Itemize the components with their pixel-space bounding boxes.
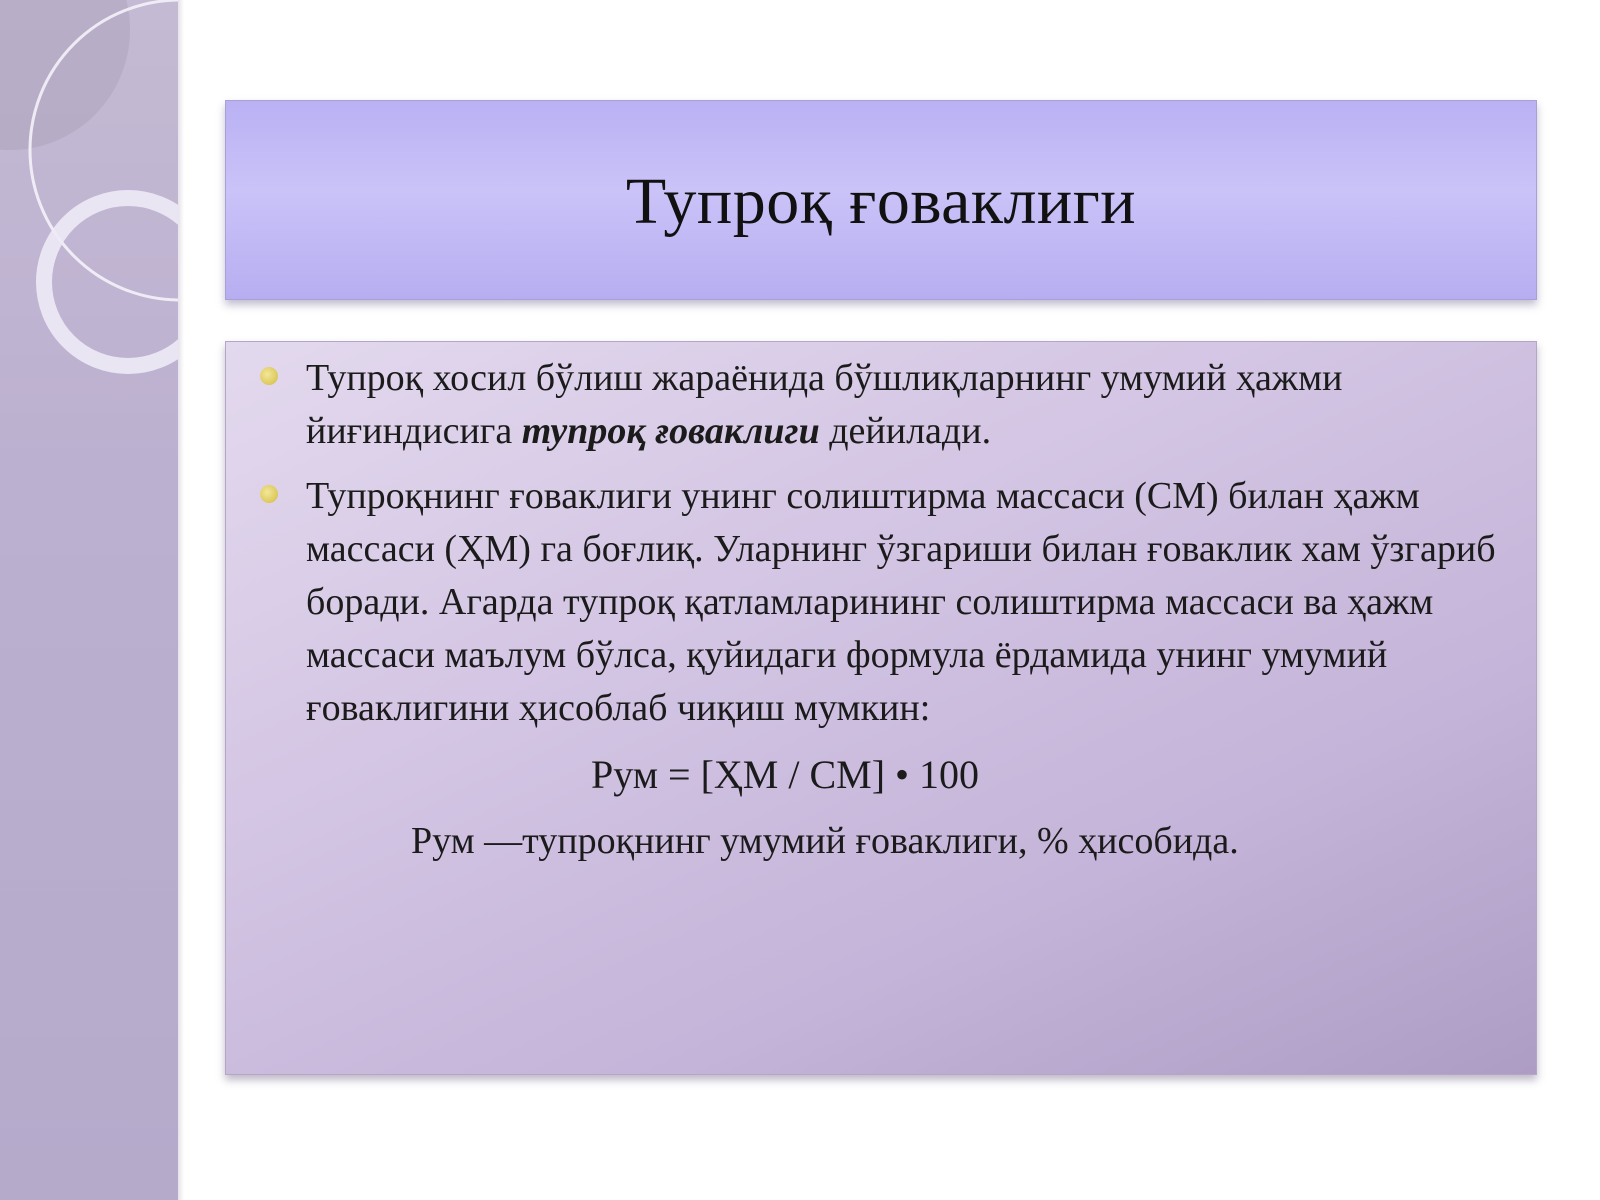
formula-legend: Рум —тупроқнинг умумий ғоваклиги, % ҳисобида. [411, 820, 1239, 862]
decorative-rings-icon [0, 0, 178, 1200]
bullet-item-formula-intro [306, 470, 1512, 735]
slide-title: Тупроқ ғоваклиги [625, 165, 1137, 238]
side-decor-band [0, 0, 178, 1200]
bullet-1-text-start: Тупроқ хосил бўлиш жараёнида бўшлиқларнинг умумий ҳажми йиғиндисига [306, 357, 1343, 452]
title-panel [225, 100, 1537, 300]
bullet-dot-icon [260, 367, 278, 385]
side-band-shadow [178, 0, 184, 1200]
bullet-dot-icon [260, 485, 278, 503]
bullet-1-text-end: дейилади. [819, 410, 992, 452]
bullet-item-definition [306, 352, 1512, 458]
bullet-list [226, 342, 1536, 735]
bullet-2-text: Тупроқнинг ғоваклиги унинг солиштирма массаси (СМ) билан ҳажм массаси (ҲМ) га боғлиқ. Уларнинг ўзгариши билан ғоваклик хам ўзгариб боради. Агарда тупроқ қатламларининг солиштирма массаси ва ҳажм массаси маълум бўлса, қуйидаги формула ёрдамида унинг умумий ғоваклигини ҳисоблаб чиқиш мумкин: [306, 475, 1496, 729]
porosity-formula: Рум = [ҲМ / СМ] • 100 [591, 752, 980, 797]
bullet-1-term: тупроқ ғоваклиги [521, 410, 820, 452]
content-panel [225, 341, 1537, 1075]
